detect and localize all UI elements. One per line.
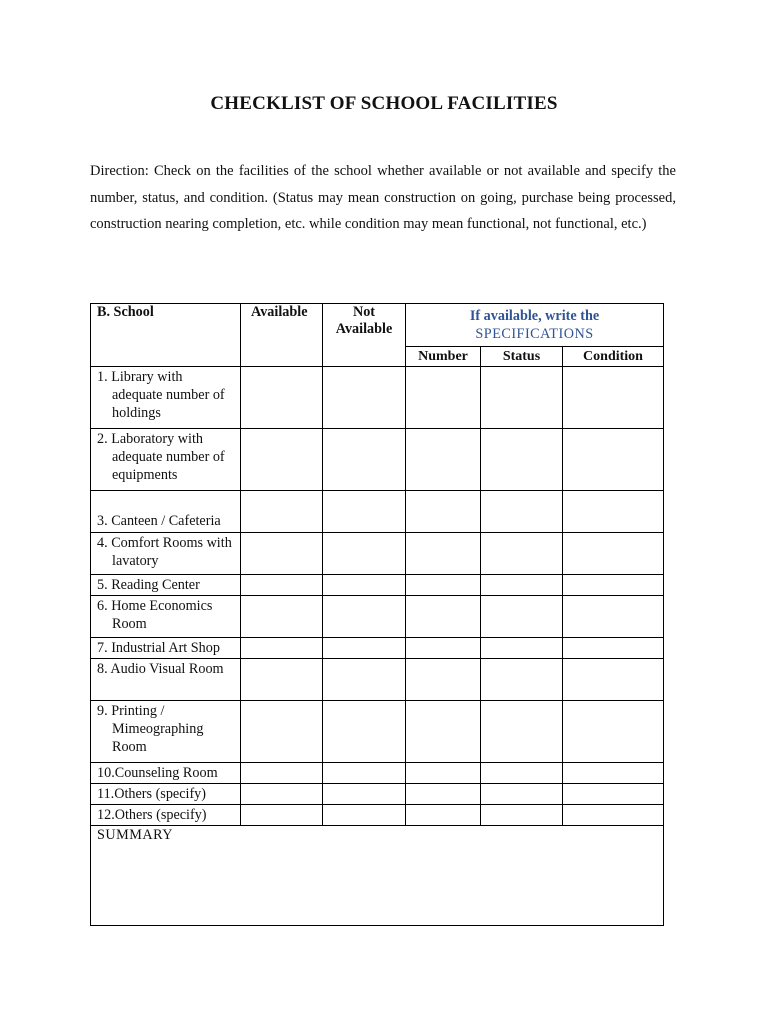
available-cell[interactable] bbox=[241, 701, 323, 763]
available-cell[interactable] bbox=[241, 659, 323, 701]
status-cell[interactable] bbox=[481, 596, 563, 638]
status-cell[interactable] bbox=[481, 784, 563, 805]
not-available-cell[interactable] bbox=[323, 367, 406, 429]
header-specifications bbox=[406, 304, 664, 347]
not-available-cell[interactable] bbox=[323, 659, 406, 701]
document-title: CHECKLIST OF SCHOOL FACILITIES bbox=[210, 93, 558, 114]
facility-item: 1. Library with adequate number of holdings bbox=[91, 367, 241, 429]
header-spec-line1: If available, write the bbox=[469, 308, 600, 324]
number-cell[interactable] bbox=[406, 533, 481, 575]
status-cell[interactable] bbox=[481, 575, 563, 596]
number-cell[interactable] bbox=[406, 491, 481, 533]
condition-cell[interactable] bbox=[563, 638, 664, 659]
header-not-available-line2: Available bbox=[335, 321, 393, 337]
condition-cell[interactable] bbox=[563, 533, 664, 575]
header-not-available-line1: Not bbox=[352, 304, 376, 320]
table-row bbox=[91, 638, 664, 659]
number-cell[interactable] bbox=[406, 763, 481, 784]
available-cell[interactable] bbox=[241, 533, 323, 575]
facility-item: 4. Comfort Rooms with lavatory bbox=[91, 533, 241, 575]
table-row bbox=[91, 784, 664, 805]
header-status: Status bbox=[481, 347, 563, 367]
not-available-cell[interactable] bbox=[323, 638, 406, 659]
condition-cell[interactable] bbox=[563, 491, 664, 533]
not-available-cell[interactable] bbox=[323, 701, 406, 763]
condition-cell[interactable] bbox=[563, 701, 664, 763]
available-cell[interactable] bbox=[241, 763, 323, 784]
summary-row bbox=[91, 826, 664, 926]
status-cell[interactable] bbox=[481, 429, 563, 491]
facility-item: 10.Counseling Room bbox=[91, 763, 241, 784]
status-cell[interactable] bbox=[481, 533, 563, 575]
table-row bbox=[91, 491, 664, 533]
number-cell[interactable] bbox=[406, 429, 481, 491]
table-row bbox=[91, 763, 664, 784]
available-cell[interactable] bbox=[241, 805, 323, 826]
facility-item: 6. Home Economics Room bbox=[91, 596, 241, 638]
header-row bbox=[91, 304, 664, 347]
condition-cell[interactable] bbox=[563, 659, 664, 701]
header-not-available bbox=[323, 304, 406, 367]
not-available-cell[interactable] bbox=[323, 596, 406, 638]
facility-item: 12.Others (specify) bbox=[91, 805, 241, 826]
not-available-cell[interactable] bbox=[323, 575, 406, 596]
header-number: Number bbox=[406, 347, 481, 367]
available-cell[interactable] bbox=[241, 429, 323, 491]
table-row bbox=[91, 805, 664, 826]
condition-cell[interactable] bbox=[563, 763, 664, 784]
header-condition: Condition bbox=[563, 347, 664, 367]
number-cell[interactable] bbox=[406, 367, 481, 429]
condition-cell[interactable] bbox=[563, 784, 664, 805]
number-cell[interactable] bbox=[406, 805, 481, 826]
facilities-checklist-table bbox=[90, 303, 664, 926]
number-cell[interactable] bbox=[406, 638, 481, 659]
status-cell[interactable] bbox=[481, 763, 563, 784]
status-cell[interactable] bbox=[481, 805, 563, 826]
facility-item: 11.Others (specify) bbox=[91, 784, 241, 805]
table-row bbox=[91, 701, 664, 763]
table-row bbox=[91, 429, 664, 491]
available-cell[interactable] bbox=[241, 575, 323, 596]
table-row bbox=[91, 596, 664, 638]
status-cell[interactable] bbox=[481, 491, 563, 533]
header-school: B. School bbox=[91, 304, 241, 367]
status-cell[interactable] bbox=[481, 367, 563, 429]
table-row bbox=[91, 659, 664, 701]
not-available-cell[interactable] bbox=[323, 533, 406, 575]
available-cell[interactable] bbox=[241, 784, 323, 805]
not-available-cell[interactable] bbox=[323, 805, 406, 826]
status-cell[interactable] bbox=[481, 701, 563, 763]
number-cell[interactable] bbox=[406, 784, 481, 805]
header-spec-line2: SPECIFICATIONS bbox=[475, 326, 594, 342]
facility-item: 2. Laboratory with adequate number of equipments bbox=[91, 429, 241, 491]
summary-label: SUMMARY bbox=[97, 827, 174, 843]
table-row bbox=[91, 367, 664, 429]
number-cell[interactable] bbox=[406, 659, 481, 701]
number-cell[interactable] bbox=[406, 701, 481, 763]
facility-item: 3. Canteen / Cafeteria bbox=[91, 491, 241, 533]
condition-cell[interactable] bbox=[563, 596, 664, 638]
condition-cell[interactable] bbox=[563, 575, 664, 596]
not-available-cell[interactable] bbox=[323, 491, 406, 533]
available-cell[interactable] bbox=[241, 491, 323, 533]
status-cell[interactable] bbox=[481, 659, 563, 701]
facility-item: 7. Industrial Art Shop bbox=[91, 638, 241, 659]
direction-paragraph: Direction: Check on the facilities of the school whether available or not available and specify the number, status, and condition. (Status may mean construction on going, purchase being processed, construction nearing completion, etc. while condition may mean functional, not functional, etc.) bbox=[90, 163, 676, 232]
header-available: Available bbox=[241, 304, 323, 367]
status-cell[interactable] bbox=[481, 638, 563, 659]
facility-item: 8. Audio Visual Room bbox=[91, 659, 241, 701]
not-available-cell[interactable] bbox=[323, 429, 406, 491]
facility-item: 9. Printing / Mimeographing Room bbox=[91, 701, 241, 763]
condition-cell[interactable] bbox=[563, 805, 664, 826]
table-row bbox=[91, 533, 664, 575]
number-cell[interactable] bbox=[406, 575, 481, 596]
available-cell[interactable] bbox=[241, 596, 323, 638]
available-cell[interactable] bbox=[241, 367, 323, 429]
not-available-cell[interactable] bbox=[323, 784, 406, 805]
summary-cell[interactable] bbox=[91, 826, 664, 926]
number-cell[interactable] bbox=[406, 596, 481, 638]
condition-cell[interactable] bbox=[563, 367, 664, 429]
table-row bbox=[91, 575, 664, 596]
facility-item: 5. Reading Center bbox=[91, 575, 241, 596]
condition-cell[interactable] bbox=[563, 429, 664, 491]
available-cell[interactable] bbox=[241, 638, 323, 659]
not-available-cell[interactable] bbox=[323, 763, 406, 784]
